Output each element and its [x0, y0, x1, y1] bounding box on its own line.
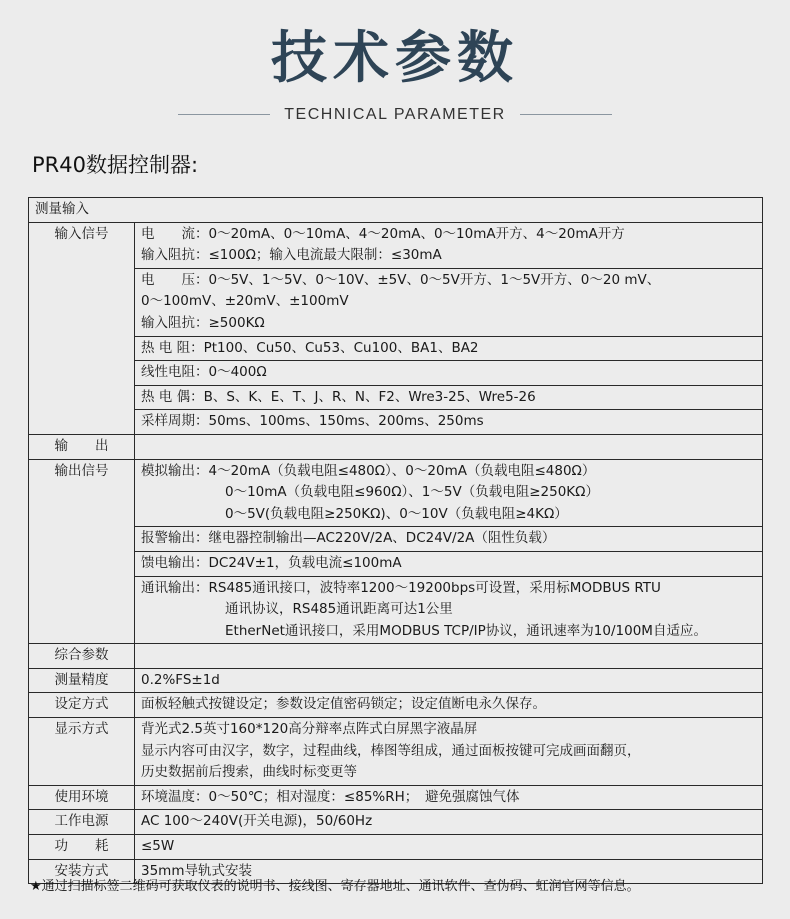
display-line-3: 历史数据前后搜索，曲线时标变更等	[141, 764, 357, 781]
section-measure-input: 测量输入	[29, 198, 763, 223]
table-row	[29, 222, 763, 268]
display-line-2: 显示内容可由汉字，数字，过程曲线，棒图等组成，通过面板按键可完成画面翻页，	[141, 742, 641, 759]
table-row	[29, 551, 763, 576]
voltage-line-2: 0～100mV、±20mV、±100mV	[141, 293, 349, 310]
table-row	[29, 644, 763, 669]
page-title: 技术参数	[271, 26, 519, 91]
analog-line-3: 0～5V(负载电阻≥250KΩ)、0～10V（负载电阻≥4KΩ）	[225, 505, 568, 522]
power-value: AC 100～240V(开关电源)，50/60Hz	[135, 810, 763, 835]
table-row	[29, 718, 763, 786]
display-value	[135, 718, 763, 786]
accuracy-label: 测量精度	[29, 668, 135, 693]
table-row	[29, 198, 763, 223]
table-row	[29, 527, 763, 552]
feed-output-spec: 馈电输出：DC24V±1，负载电流≤100mA	[135, 551, 763, 576]
rtd-spec: 热 电 阻：Pt100、Cu50、Cu53、Cu100、BA1、BA2	[135, 336, 763, 361]
analog-output-spec	[135, 459, 763, 527]
table-row	[29, 576, 763, 644]
table-row	[29, 459, 763, 527]
display-line-1: 背光式2.5英寸160*120高分辩率点阵式白屏黑字液晶屏	[141, 721, 478, 738]
table-row	[29, 693, 763, 718]
current-line-1: 电 流：0～20mA、0～10mA、4～20mA、0～10mA开方、4～20mA开方	[141, 225, 625, 242]
table-row	[29, 410, 763, 435]
table-row	[29, 434, 763, 459]
spec-table	[28, 197, 763, 884]
comm-line-3: EtherNet通讯接口，采用MODBUS TCP/IP协议，通讯速率为10/100M自适应。	[225, 622, 707, 639]
output-signal-label: 输出信号	[29, 459, 135, 644]
subtitle-row	[0, 104, 790, 126]
table-row	[29, 268, 763, 336]
table-row	[29, 785, 763, 810]
page-subtitle: TECHNICAL PARAMETER	[284, 106, 506, 123]
current-spec	[135, 222, 763, 268]
accuracy-value: 0.2%FS±1d	[135, 668, 763, 693]
thermocouple-spec: 热 电 偶：B、S、K、E、T、J、R、N、F2、Wre3-25、Wre5-26	[135, 385, 763, 410]
input-signal-label: 输入信号	[29, 222, 135, 434]
sampling-spec: 采样周期：50ms、100ms、150ms、200ms、250ms	[135, 410, 763, 435]
table-row	[29, 810, 763, 835]
comm-line-1: 通讯输出：RS485通讯接口，波特率1200～19200bps可设置，采用标MODBUS RTU	[141, 579, 661, 596]
environment-label: 使用环境	[29, 785, 135, 810]
linear-resistance-spec: 线性电阻：0～400Ω	[135, 361, 763, 386]
voltage-line-3: 输入阻抗：≥500KΩ	[141, 314, 265, 331]
alarm-output-spec: 报警输出：继电器控制输出—AC220V/2A、DC24V/2A（阻性负载）	[135, 527, 763, 552]
footer-note: ★通过扫描标签二维码可获取仪表的说明书、接线图、寄存器地址、通讯软件、查伪码、虹润官网等信息。	[30, 879, 640, 894]
product-name: PR40数据控制器:	[32, 153, 199, 177]
table-row	[29, 835, 763, 860]
setting-value: 面板轻触式按键设定；参数设定值密码锁定；设定值断电永久保存。	[135, 693, 763, 718]
analog-line-2: 0～10mA（负载电阻≤960Ω）、1～5V（负载电阻≥250KΩ）	[225, 484, 599, 501]
environment-value: 环境温度：0～50℃；相对湿度：≤85%RH； 避免强腐蚀气体	[135, 785, 763, 810]
current-line-2: 输入阻抗：≤100Ω；输入电流最大限制：≤30mA	[141, 247, 442, 264]
analog-line-1: 模拟输出：4～20mA（负载电阻≤480Ω）、0～20mA（负载电阻≤480Ω）	[141, 462, 596, 479]
install-label: 安装方式	[29, 859, 135, 884]
comm-output-spec	[135, 576, 763, 644]
section-general: 综合参数	[29, 644, 135, 669]
table-row	[29, 668, 763, 693]
voltage-line-1: 电 压：0～5V、1～5V、0～10V、±5V、0～5V开方、1～5V开方、0～20 mV、	[141, 271, 661, 288]
power-label: 工作电源	[29, 810, 135, 835]
voltage-spec	[135, 268, 763, 336]
subtitle-divider-right	[520, 114, 612, 115]
table-row	[29, 361, 763, 386]
section-general-blank	[135, 644, 763, 669]
comm-line-2: 通讯协议，RS485通讯距离可达1公里	[225, 601, 453, 618]
consumption-label: 功 耗	[29, 835, 135, 860]
install-value: 35mm导轨式安装	[135, 859, 763, 884]
setting-label: 设定方式	[29, 693, 135, 718]
display-label: 显示方式	[29, 718, 135, 786]
table-row	[29, 336, 763, 361]
section-output: 输 出	[29, 434, 135, 459]
table-row	[29, 385, 763, 410]
section-output-blank	[135, 434, 763, 459]
consumption-value: ≤5W	[135, 835, 763, 860]
